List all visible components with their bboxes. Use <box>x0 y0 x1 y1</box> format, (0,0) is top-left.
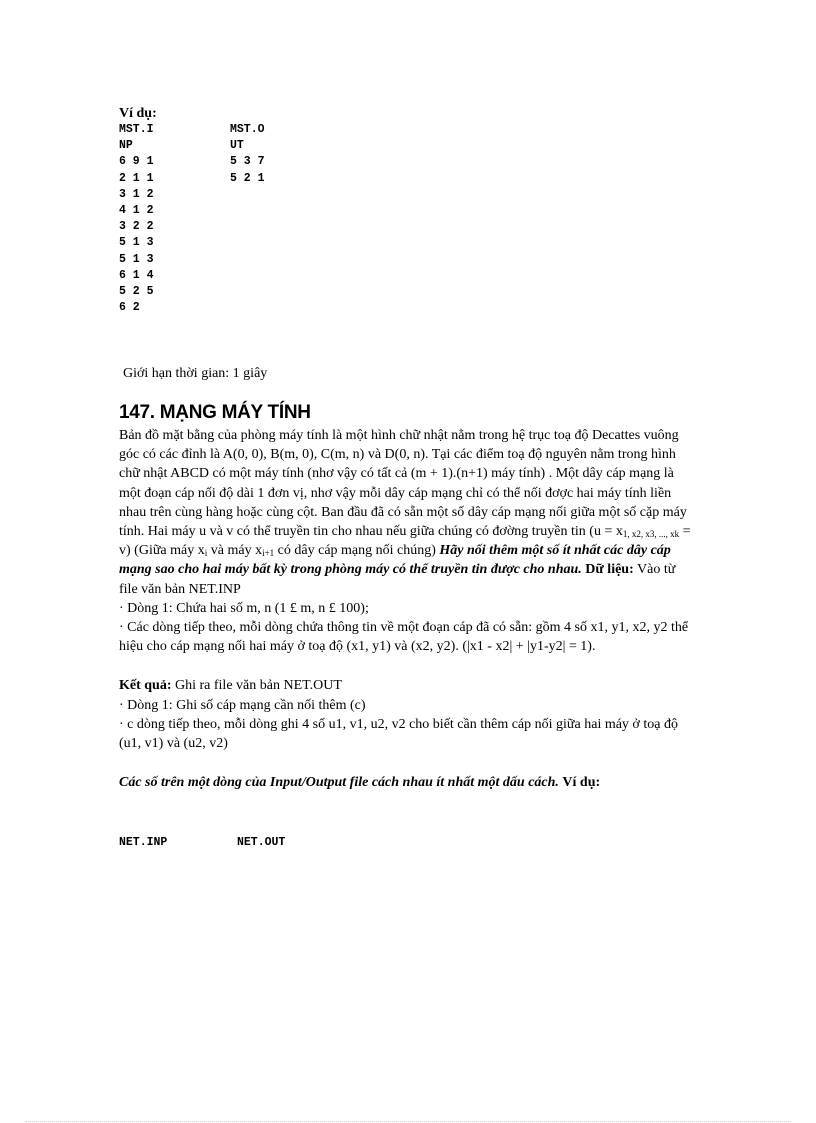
output-line-2: · c dòng tiếp theo, mỗi dòng ghi 4 số u1, v1, u2, v2 cho biết cần thêm cáp nối giữa hai máy ở toạ độ (u1, v1) và (u2, v2) <box>119 716 678 752</box>
input-line: 6 2 <box>119 301 140 315</box>
input-column <box>119 122 154 316</box>
input-label: Dữ liệu: <box>585 562 634 578</box>
output-line: 5 2 1 <box>230 171 265 185</box>
output-column <box>230 122 265 187</box>
input-line-1: · Dòng 1: Chứa hai số m, n (1 £ m, n £ 100); <box>119 600 369 616</box>
input-line: 2 1 1 <box>119 171 154 185</box>
task-statement: Hãy nối thêm một số ít nhất các dây cáp mạng sao cho hai máy bất kỳ trong phòng máy có thể truyền tin được cho nhau. <box>119 543 671 578</box>
problem-body <box>119 426 693 792</box>
output-section <box>119 676 693 695</box>
output-desc: Ghi ra file văn bản NET.OUT <box>175 678 342 694</box>
output-header-line: MST.O <box>230 123 265 136</box>
page-footer-divider <box>25 1121 791 1122</box>
input-line: 6 9 1 <box>119 155 154 169</box>
problem-description: Bản đồ mặt bằng của phòng máy tính là một hình chữ nhật nằm trong hệ trục toạ độ Decattes vuông góc có các đỉnh là A(0, 0), B(m, 0), C(m, n) và D(0, n). Tại các điểm toạ độ nguyên nằm trong hình chữ nhật ABCD có một máy tính (nhơ vậy có tất cả (m + 1).(n+1) máy tính) . Một dây cáp mạng là một đoạn cáp nối độ dài 1 đơn vị, nhơ vậy mỗi dây cáp mạng chỉ có thể nối đơợc hai máy tính liền nhau trên cùng hàng hoặc cùng cột. Ban đầu đã có sẵn một số dây cáp mạng nối giữa một số cặp máy tính. Hai máy u và v có thể truyền tin cho nhau nếu giữa chúng có đơờng truyền tin $(u = x_{1, x2, x3, ..., xk} = v)$ (Giữa máy $x_i$ và máy $x_{i+1}$ có dây cáp mạng nối chúng) Hãy nối thêm một số ít nhất các dây cáp mạng sao cho hai máy bất kỳ trong phòng máy có thể truyền tin được cho nhau. Dữ liệu: Vào từ file văn bản NET.INP <box>119 428 691 597</box>
input-line: 6 1 4 <box>119 268 154 282</box>
input-header-line: NP <box>119 139 133 153</box>
output-label: Kết quả: <box>119 678 172 694</box>
input-line: 3 1 2 <box>119 187 154 201</box>
input-line: 5 1 3 <box>119 252 154 266</box>
input-line: 5 1 3 <box>119 236 154 250</box>
output-header-line: UT <box>230 139 244 153</box>
format-note: Các số trên một dòng của Input/Output file cách nhau ít nhất một dấu cách. Ví dụ: <box>119 775 601 791</box>
input-line-2: · Các dòng tiếp theo, mỗi dòng chứa thông tin về một đoạn cáp đã có sẵn: gồm 4 số x1, y1, x2, y2 thể hiệu cho cáp mạng nối hai máy ở toạ độ (x1, y1) và (x2, y2). (|x1 - x2| + |y1-y2| = 1). <box>119 620 689 655</box>
output-line: 5 3 7 <box>230 155 265 169</box>
input-header-line: MST.I <box>119 123 154 136</box>
output-line-1: · Dòng 1: Ghi số cáp mạng cần nối thêm (c) <box>119 697 366 713</box>
time-limit: Giới hạn thời gian: 1 giây <box>123 366 268 381</box>
input-desc: Vào từ file văn bản NET.INP <box>119 562 676 597</box>
example-label: Ví dụ: <box>119 106 157 121</box>
problem-title: 147. MẠNG MÁY TÍNH <box>119 402 311 423</box>
net-inp-label: NET.INP <box>119 836 168 849</box>
net-out-label: NET.OUT <box>237 836 286 849</box>
input-line: 4 1 2 <box>119 203 154 217</box>
input-line: 5 2 5 <box>119 284 154 298</box>
input-line: 3 2 2 <box>119 220 154 234</box>
